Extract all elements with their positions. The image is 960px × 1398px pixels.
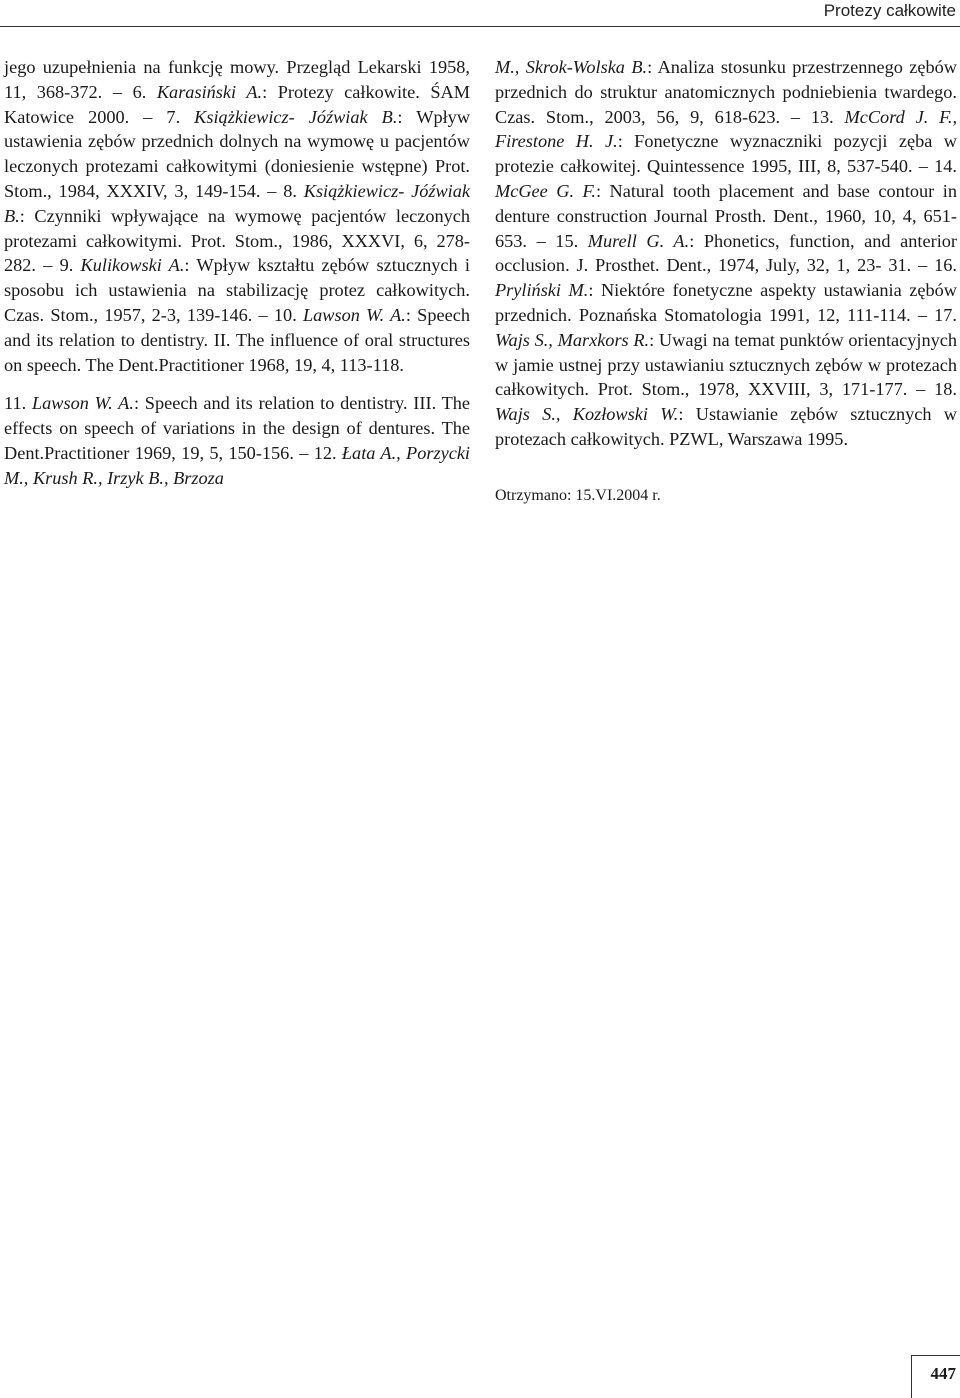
running-header (0, 0, 960, 27)
paragraph-gap (4, 377, 470, 391)
reference-item: – 18. Wajs S., Kozłowski W.: Ustawianie zębów sztucznych w protezach całkowitych. PZWL, Warszawa 1995. (495, 379, 957, 449)
reference-item: – 17. Wajs S., Marxkors R.: Uwagi na temat punktów orientacyjnych w jamie ustnej przy ustawianiu sztucznych zębów w protezach całkowitych. Prot. Stom., 1978, XXVIII, 3, 171-177. (495, 304, 958, 400)
running-title: Protezy całkowite (823, 1, 956, 20)
reference-item: – 9. Kulikowski A.: Wpływ kształtu zębów sztucznych i sposobu ich ustawienia na stabilizację protez całkowitych. Czas. Stom., 1957, 2-3, 139-146. (4, 255, 470, 325)
left-column (4, 55, 470, 491)
reference-item: M., Skrok-Wolska B.: Analiza stosunku przestrzennego zębów przednich do struktur anatomicznych podniebienia twardego. Czas. Stom., 2003, 56, 9, 618-623. (495, 57, 957, 127)
received-date: Otrzymano: 15.VI.2004 r. (495, 486, 661, 504)
reference-item: – 10. Lawson W. A.: Speech and its relation to dentistry. II. The influence of oral structures on speech. The Dent.Practitioner 1968, 19, 4, 113-118. (4, 304, 470, 375)
reference-item: – 12. Łata A., Porzycki M., Krush R., Irzyk B., Brzoza (4, 442, 471, 488)
reference-item: jego uzupełnienia na funkcję mowy. Przegląd Lekarski 1958, 11, 368-372. (4, 57, 470, 102)
reference-item: – 13. McCord J. F., Firestone H. J.: Fonetyczne wyznaczniki pozycji zęba w protezie całkowitej. Quintessence 1995, III, 8, 537-540. (495, 106, 958, 177)
reference-block-2 (4, 391, 470, 490)
reference-block-3 (495, 55, 957, 452)
page-number-box (911, 1355, 960, 1398)
reference-item: 11. Lawson W. A.: Speech and its relation to dentistry. III. The effects on speech of variations in the design of dentures. The Dent.Practitioner 1969, 19, 5, 150-156. (4, 393, 470, 463)
reference-item: – 6. Karasiński A.: Protezy całkowite. ŚAM Katowice 2000. (4, 81, 470, 127)
reference-item: – 7. Książkiewicz- Jóźwiak B.: Wpływ ustawienia zębów przednich dolnych na wymowę u pacjentów leczonych protezami całkowitymi (doniesienie wstępne) Prot. Stom., 1984, XXXIV, 3, 149-154. (4, 106, 471, 201)
page-number: 447 (930, 1364, 956, 1383)
reference-item: – 15. Murell G. A.: Phonetics, function, and anterior occlusion. J. Prosthet. Dent., 1974, July, 32, 1, 23- 31. (495, 230, 957, 276)
reference-block-1 (4, 55, 470, 377)
reference-item: – 8. Książkiewicz- Jóźwiak B.: Czynniki wpływające na wymowę pacjentów leczonych protezami całkowitymi. Prot. Stom., 1986, XXXVI, 6, 278-282. (4, 180, 470, 276)
reference-item: – 16. Pryliński M.: Niektóre fonetyczne aspekty ustawiania zębów przednich. Poznańska Stomatologia 1991, 12, 111-114. (495, 255, 957, 325)
right-column (495, 55, 957, 509)
reference-item: – 14. McGee G. F.: Natural tooth placement and base contour in denture construction Journal Prosth. Dent., 1960, 10, 4, 651-653. (495, 156, 957, 251)
